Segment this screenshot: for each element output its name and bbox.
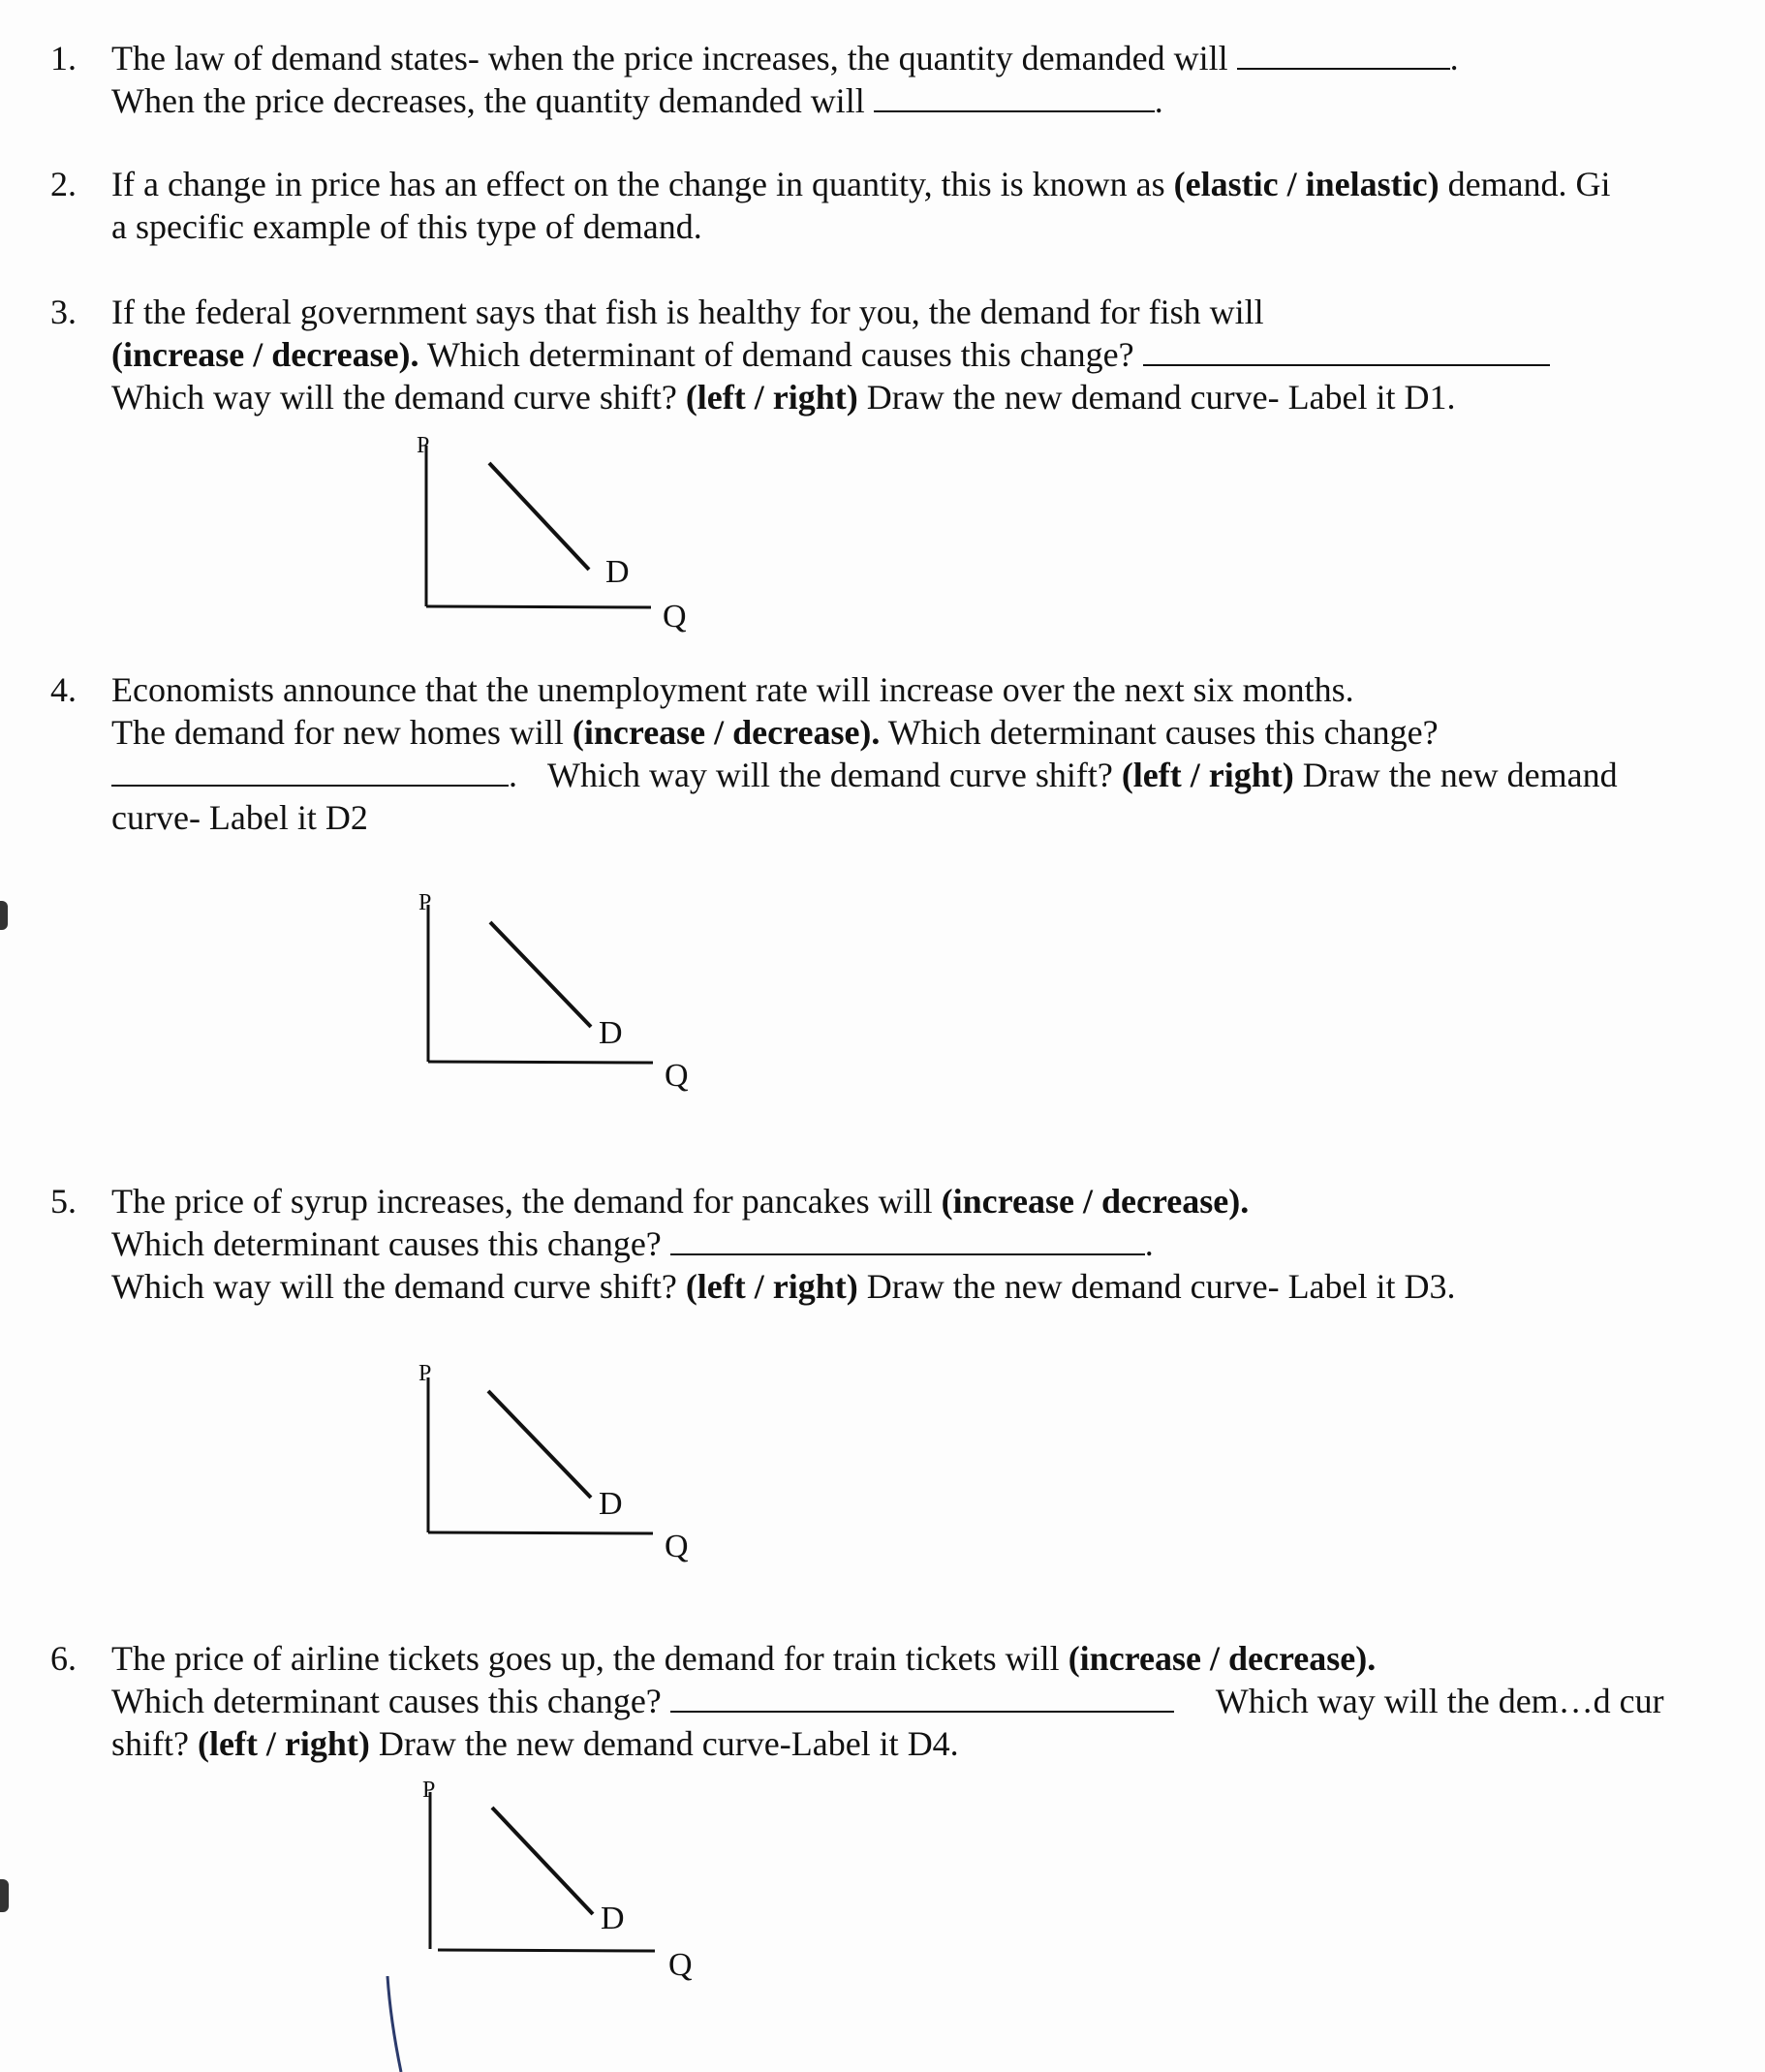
question-text: Draw the new demand	[1302, 756, 1618, 794]
quantity-axis	[426, 606, 651, 607]
answer-blank[interactable]	[874, 81, 1155, 112]
quantity-axis	[428, 1532, 653, 1533]
choice-elastic-inelastic[interactable]: (elastic / inelastic)	[1173, 165, 1440, 203]
question-text: Draw the new demand curve- Label it D1.	[866, 378, 1456, 417]
choice-left-right[interactable]: (left / right)	[197, 1724, 370, 1763]
demand-graph-2[interactable]	[409, 890, 689, 1095]
pen-stroke-mark	[368, 1976, 426, 2072]
question-text: a specific example of this type of demand.	[111, 207, 702, 246]
graph-axes	[409, 1362, 680, 1565]
choice-increase-decrease[interactable]: (increase / decrease).	[111, 335, 419, 374]
demand-graph-3[interactable]	[409, 1361, 689, 1565]
question-text: Draw the new demand curve-Label it D4.	[378, 1724, 959, 1763]
choice-left-right[interactable]: (left / right)	[685, 378, 858, 417]
price-axis-label: P	[418, 890, 432, 915]
graph-axes	[407, 434, 678, 637]
demand-curve-line	[489, 463, 589, 570]
demand-curve-label: D	[601, 1901, 625, 1936]
question-text: Draw the new demand curve- Label it D3.	[866, 1267, 1456, 1306]
question-text: Which way will the dem…d cur	[1215, 1682, 1664, 1720]
question-number: 2.	[50, 165, 77, 203]
choice-increase-decrease[interactable]: (increase / decrease).	[572, 713, 881, 752]
answer-blank[interactable]	[1143, 335, 1550, 366]
question-text: If a change in price has an effect on the change in quantity, this is known as	[111, 165, 1165, 203]
price-axis-label: P	[417, 433, 430, 458]
answer-blank[interactable]	[670, 1682, 1174, 1713]
question-text: Which determinant causes this change?	[111, 1224, 662, 1263]
question-text: Which way will the demand curve shift?	[111, 1267, 677, 1306]
answer-blank[interactable]	[670, 1224, 1145, 1255]
worksheet-page: 1. The law of demand states- when the price increases, the quantity demanded will . When the price decreases, the quantity demanded will . 2. If a change in price has an effect on the change in quantity, this is known as (elastic / inelastic) demand. Gi a specific example of this type of demand. 3. If the federal government says that fish is healthy for you, the demand for fish will (increase / decrease). Which determinant of demand causes this change? Which way will the demand curve shift? (left / right) Draw the new demand curve- Label it D1. P D Q 4. Economists announce that the unemployment rate will increase over the next six months. The demand for new homes will (increase / decrease). Which determinant causes this change? . Which way will the demand curve shift? (left / right) Draw the new demand curve- Label it D2 P D Q 5. The price of syrup increases, the demand for pancakes will (increase / decrease). Which determinant causes this change? . Which way will the demand curve shift? (left / right) Draw the new demand curve- Label it D3. P D Q 6. The price of airline tickets goes up, the demand for train tickets will (increase / decrease). Which determinant causes this change? Which way will the dem…d cur shift? (left / right) Draw the new demand curve-Label it D4. P D Q	[0, 0, 1765, 2072]
question-text: The demand for new homes will	[111, 713, 564, 752]
question-text: shift?	[111, 1724, 189, 1763]
question-number: 3.	[50, 293, 77, 331]
question-text: Economists announce that the unemployment rate will increase over the next six months.	[111, 670, 1354, 709]
quantity-axis	[428, 1062, 653, 1063]
question-text: The price of airline tickets goes up, the demand for train tickets will	[111, 1639, 1060, 1678]
answer-blank[interactable]	[111, 756, 509, 787]
quantity-axis-label: Q	[665, 1529, 689, 1564]
answer-blank[interactable]	[1237, 39, 1450, 70]
question-number: 6.	[50, 1639, 77, 1678]
quantity-axis-label: Q	[668, 1947, 693, 1983]
demand-graph-4[interactable]	[411, 1778, 693, 1983]
question-text: The law of demand states- when the price increases, the quantity demanded will	[111, 39, 1228, 77]
question-text: curve- Label it D2	[111, 798, 368, 837]
hole-punch-mark	[0, 1879, 9, 1912]
quantity-axis-label: Q	[663, 599, 687, 634]
question-text: Which determinant causes this change?	[111, 1682, 662, 1720]
graph-axes	[409, 891, 680, 1095]
demand-graph-1[interactable]	[407, 433, 687, 637]
demand-curve-label: D	[599, 1486, 623, 1522]
question-number: 5.	[50, 1182, 77, 1221]
price-axis-label: P	[418, 1361, 432, 1386]
question-number: 1.	[50, 39, 77, 77]
graph-axes	[411, 1778, 682, 1982]
choice-increase-decrease[interactable]: (increase / decrease).	[1068, 1639, 1377, 1678]
demand-curve-label: D	[599, 1015, 623, 1051]
choice-increase-decrease[interactable]: (increase / decrease).	[941, 1182, 1250, 1221]
question-number: 4.	[50, 670, 77, 709]
question-text: demand. Gi	[1447, 165, 1611, 203]
quantity-axis	[438, 1950, 655, 1951]
question-text: Which determinant causes this change?	[887, 713, 1439, 752]
question-text: When the price decreases, the quantity demanded will	[111, 81, 865, 120]
price-axis-label: P	[422, 1778, 436, 1803]
choice-left-right[interactable]: (left / right)	[685, 1267, 858, 1306]
question-text: Which way will the demand curve shift?	[547, 756, 1113, 794]
hole-punch-mark	[0, 901, 8, 930]
question-text: Which determinant of demand causes this change?	[426, 335, 1134, 374]
demand-curve-line	[492, 1808, 593, 1914]
quantity-axis-label: Q	[665, 1058, 689, 1094]
demand-curve-label: D	[605, 554, 630, 590]
choice-left-right[interactable]: (left / right)	[1121, 756, 1294, 794]
question-text: Which way will the demand curve shift?	[111, 378, 677, 417]
demand-curve-line	[490, 922, 591, 1027]
question-text: The price of syrup increases, the demand for pancakes will	[111, 1182, 933, 1221]
demand-curve-line	[488, 1391, 591, 1498]
question-text: If the federal government says that fish is healthy for you, the demand for fish will	[111, 293, 1264, 331]
